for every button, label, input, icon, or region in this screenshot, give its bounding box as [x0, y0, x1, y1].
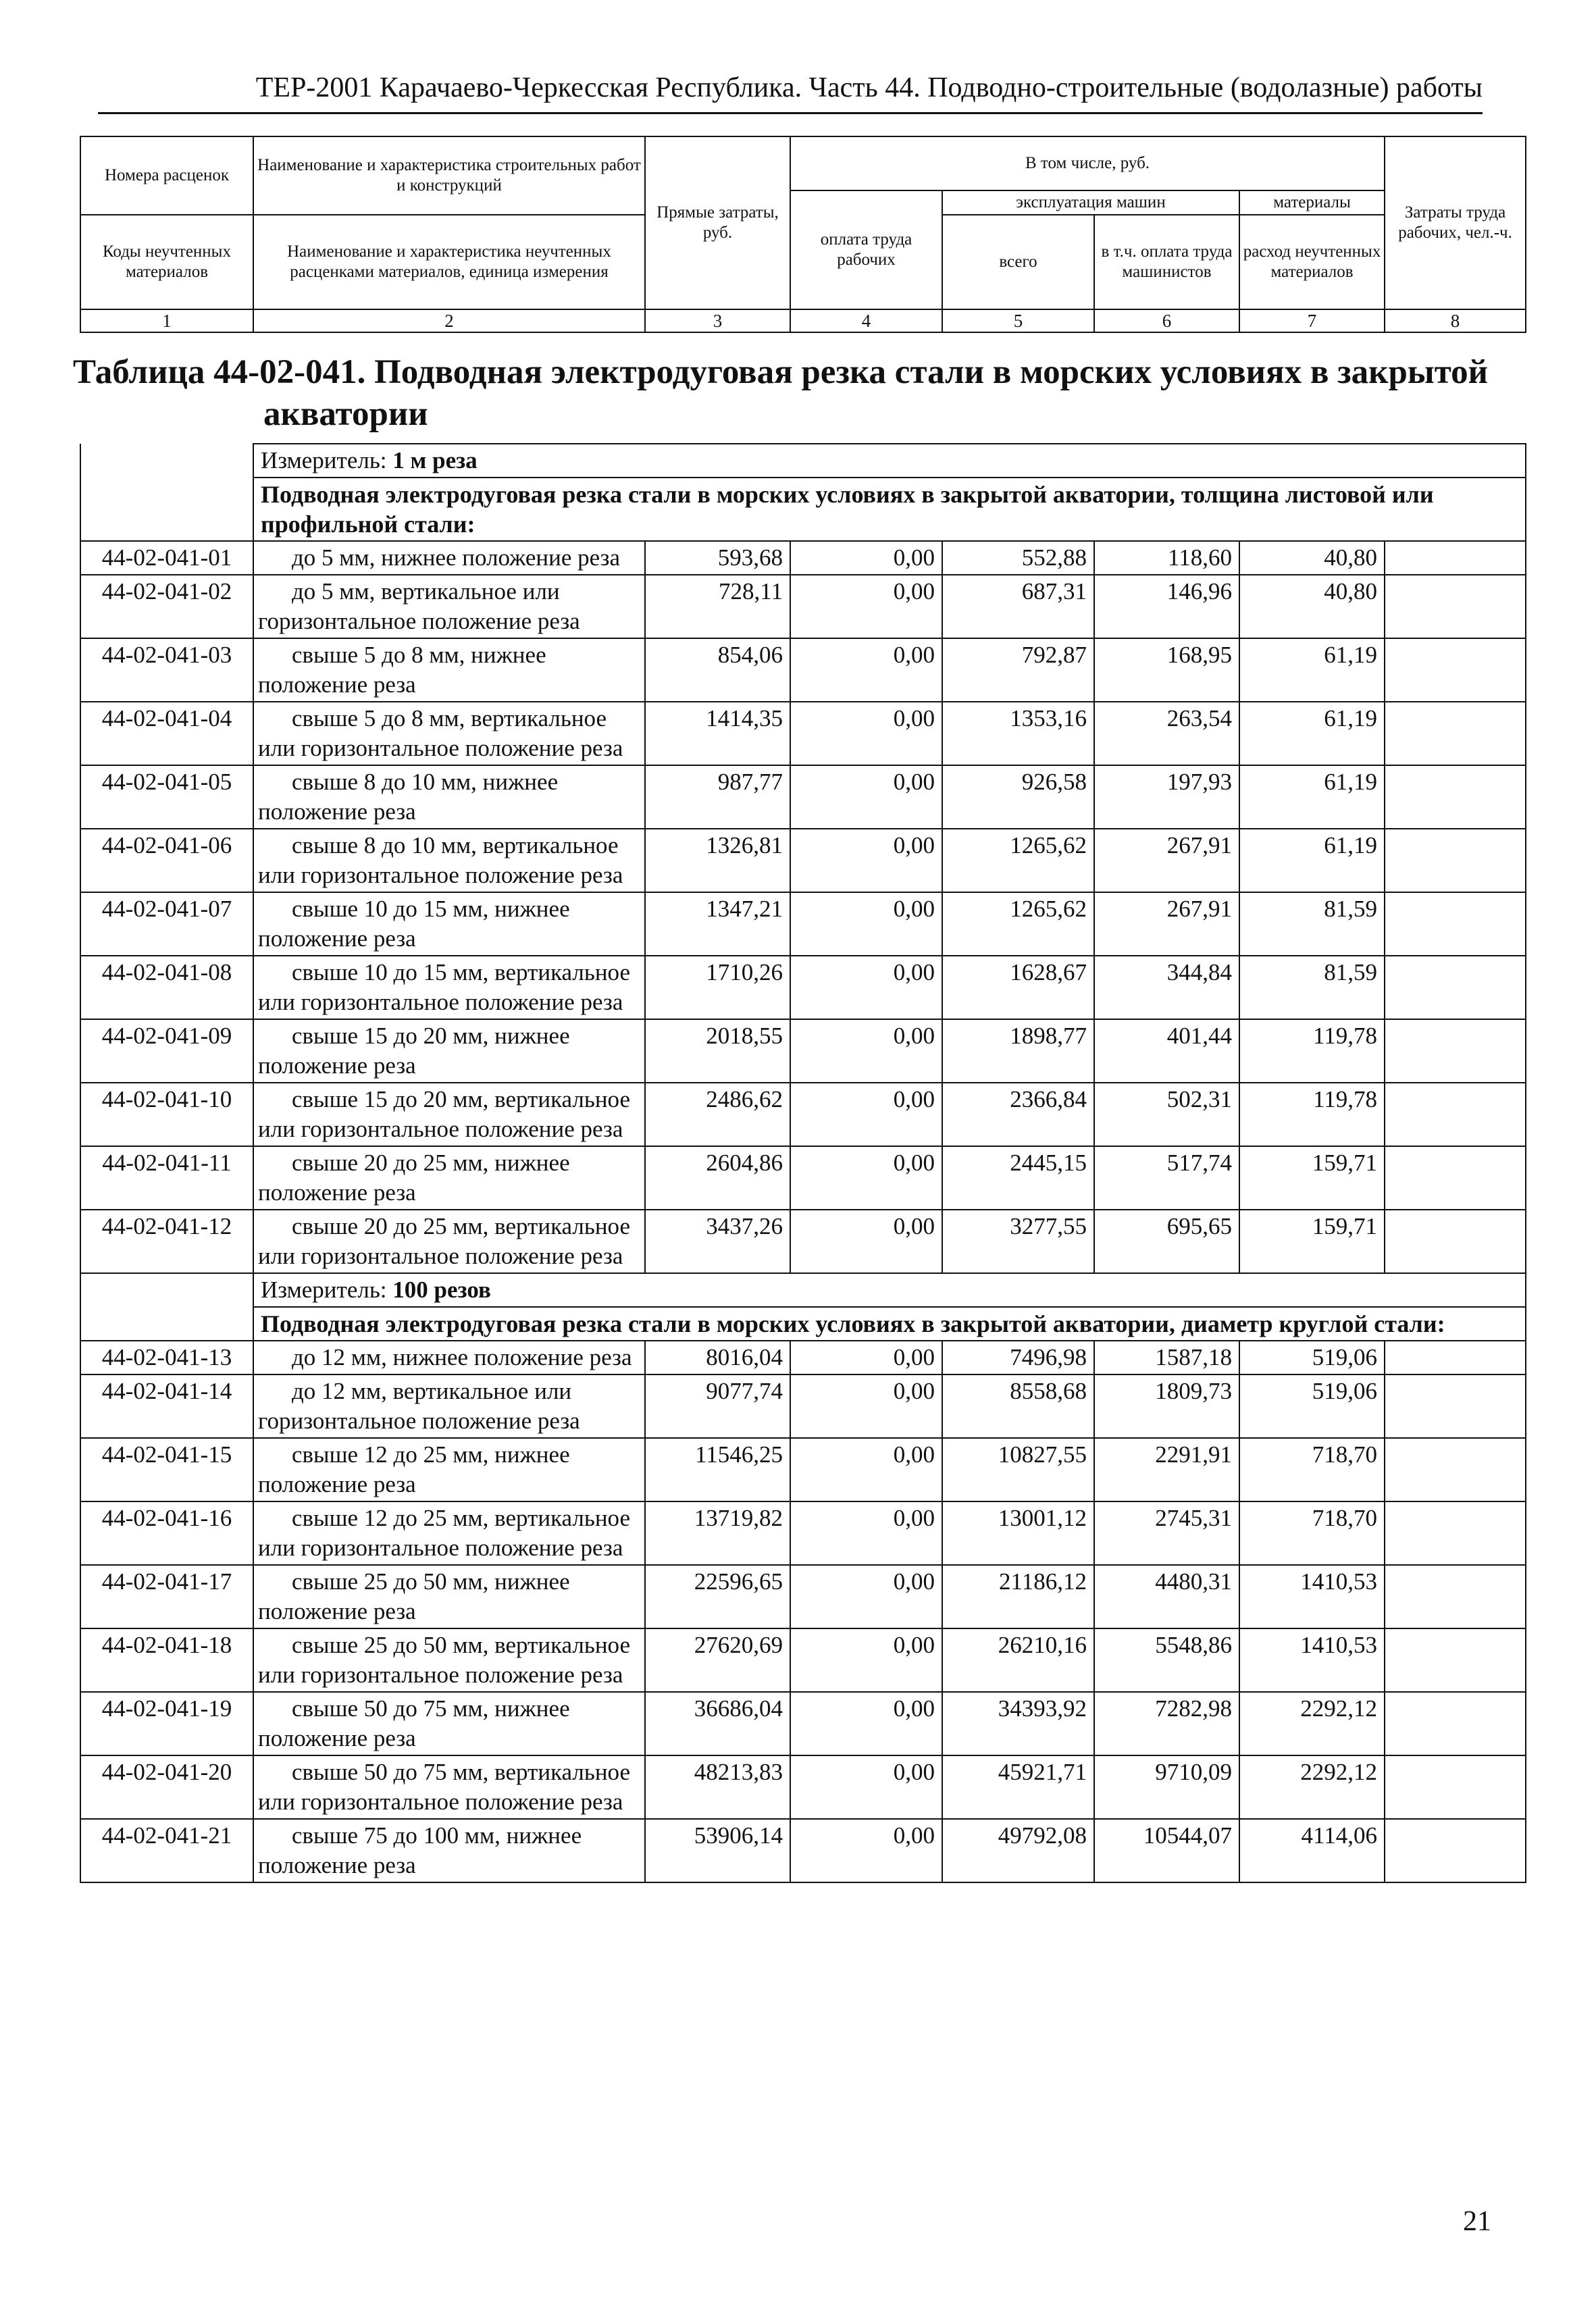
direct-costs-value: 11546,25 [645, 1438, 790, 1501]
machine-operator-pay-value: 263,54 [1094, 702, 1239, 765]
labor-cost-value [1385, 1819, 1526, 1882]
labor-cost-value [1385, 1019, 1526, 1083]
work-description: до 12 мм, нижнее положение реза [253, 1341, 645, 1374]
machine-total-value: 13001,12 [942, 1501, 1094, 1565]
table-row [80, 1019, 1526, 1083]
work-description: свыше 15 до 20 мм, вертикальное или горизонтальное положение реза [253, 1083, 645, 1146]
materials-value: 159,71 [1239, 1210, 1385, 1273]
rate-code: 44-02-041-02 [80, 575, 253, 638]
work-description: до 5 мм, нижнее положение реза [253, 541, 645, 575]
direct-costs-value: 593,68 [645, 541, 790, 575]
table-row [80, 1755, 1526, 1819]
header-codes-bottom: Коды неучтенных материалов [80, 215, 253, 309]
rate-code: 44-02-041-20 [80, 1755, 253, 1819]
table-row [80, 702, 1526, 765]
materials-value: 81,59 [1239, 956, 1385, 1019]
machine-operator-pay-value: 502,31 [1094, 1083, 1239, 1146]
table-row [80, 1819, 1526, 1882]
measure-cell [253, 444, 1526, 478]
table-row [80, 1565, 1526, 1628]
machine-operator-pay-value: 267,91 [1094, 892, 1239, 956]
work-description: свыше 10 до 15 мм, нижнее положение реза [253, 892, 645, 956]
table-row [80, 1083, 1526, 1146]
labor-cost-value [1385, 1692, 1526, 1755]
measure-unit: 1 м реза [392, 447, 478, 473]
labor-pay-value: 0,00 [790, 1019, 942, 1083]
header-machine-operation: эксплуатация машин [942, 190, 1239, 215]
labor-pay-value: 0,00 [790, 1692, 942, 1755]
direct-costs-value: 2018,55 [645, 1019, 790, 1083]
table-row [80, 541, 1526, 575]
materials-value: 519,06 [1239, 1341, 1385, 1374]
table-title-line1: Таблица 44-02-041. Подводная электродуговая резка стали в морских условиях в закрытой [73, 353, 1488, 391]
column-header-table [80, 136, 1526, 333]
machine-total-value: 687,31 [942, 575, 1094, 638]
materials-value: 1410,53 [1239, 1565, 1385, 1628]
blank-cell [80, 478, 253, 541]
table-row [80, 1692, 1526, 1755]
machine-operator-pay-value: 9710,09 [1094, 1755, 1239, 1819]
header-rule [98, 112, 1483, 114]
labor-pay-value: 0,00 [790, 1210, 942, 1273]
machine-total-value: 1265,62 [942, 829, 1094, 892]
work-description: свыше 75 до 100 мм, нижнее положение реза [253, 1819, 645, 1882]
machine-total-value: 49792,08 [942, 1819, 1094, 1882]
rate-code: 44-02-041-04 [80, 702, 253, 765]
direct-costs-value: 854,06 [645, 638, 790, 702]
labor-cost-value [1385, 892, 1526, 956]
rate-code: 44-02-041-10 [80, 1083, 253, 1146]
header-col-number: 2 [253, 309, 645, 332]
header-materials: материалы [1239, 190, 1385, 215]
price-table-body [80, 444, 1526, 1882]
machine-total-value: 1628,67 [942, 956, 1094, 1019]
labor-pay-value: 0,00 [790, 892, 942, 956]
group-title-row [80, 1307, 1526, 1341]
group-title: Подводная электродуговая резка стали в морских условиях в закрытой акватории, диаметр круглой стали: [253, 1307, 1526, 1341]
work-description: свыше 25 до 50 мм, нижнее положение реза [253, 1565, 645, 1628]
rate-code: 44-02-041-21 [80, 1819, 253, 1882]
rate-code: 44-02-041-08 [80, 956, 253, 1019]
machine-total-value: 552,88 [942, 541, 1094, 575]
direct-costs-value: 48213,83 [645, 1755, 790, 1819]
materials-value: 61,19 [1239, 638, 1385, 702]
rate-code: 44-02-041-09 [80, 1019, 253, 1083]
blank-cell [80, 1273, 253, 1307]
direct-costs-value: 1347,21 [645, 892, 790, 956]
machine-operator-pay-value: 10544,07 [1094, 1819, 1239, 1882]
rate-code: 44-02-041-05 [80, 765, 253, 829]
measure-unit: 100 резов [392, 1277, 491, 1303]
machine-operator-pay-value: 1809,73 [1094, 1374, 1239, 1438]
machine-operator-pay-value: 695,65 [1094, 1210, 1239, 1273]
machine-total-value: 1898,77 [942, 1019, 1094, 1083]
machine-total-value: 792,87 [942, 638, 1094, 702]
labor-cost-value [1385, 1565, 1526, 1628]
price-table [80, 443, 1526, 1883]
direct-costs-value: 36686,04 [645, 1692, 790, 1755]
labor-pay-value: 0,00 [790, 575, 942, 638]
labor-cost-value [1385, 765, 1526, 829]
materials-value: 119,78 [1239, 1019, 1385, 1083]
work-description: свыше 12 до 25 мм, нижнее положение реза [253, 1438, 645, 1501]
work-description: свыше 20 до 25 мм, нижнее положение реза [253, 1146, 645, 1210]
materials-value: 61,19 [1239, 765, 1385, 829]
labor-cost-value [1385, 1628, 1526, 1692]
labor-cost-value [1385, 702, 1526, 765]
table-row [80, 956, 1526, 1019]
materials-value: 519,06 [1239, 1374, 1385, 1438]
labor-cost-value [1385, 1083, 1526, 1146]
labor-cost-value [1385, 1501, 1526, 1565]
direct-costs-value: 1326,81 [645, 829, 790, 892]
machine-operator-pay-value: 146,96 [1094, 575, 1239, 638]
table-row [80, 1341, 1526, 1374]
materials-value: 61,19 [1239, 829, 1385, 892]
materials-value: 718,70 [1239, 1438, 1385, 1501]
group-title-row [80, 478, 1526, 541]
header-col-number: 4 [790, 309, 942, 332]
work-description: свыше 10 до 15 мм, вертикальное или горизонтальное положение реза [253, 956, 645, 1019]
direct-costs-value: 728,11 [645, 575, 790, 638]
blank-cell [80, 1307, 253, 1341]
work-description: свыше 8 до 10 мм, вертикальное или горизонтальное положение реза [253, 829, 645, 892]
direct-costs-value: 9077,74 [645, 1374, 790, 1438]
materials-value: 4114,06 [1239, 1819, 1385, 1882]
machine-total-value: 26210,16 [942, 1628, 1094, 1692]
machine-operator-pay-value: 267,91 [1094, 829, 1239, 892]
direct-costs-value: 1710,26 [645, 956, 790, 1019]
work-description: свыше 12 до 25 мм, вертикальное или горизонтальное положение реза [253, 1501, 645, 1565]
direct-costs-value: 27620,69 [645, 1628, 790, 1692]
labor-pay-value: 0,00 [790, 1374, 942, 1438]
measure-label: Измеритель: [261, 1277, 393, 1303]
materials-value: 40,80 [1239, 575, 1385, 638]
table-row [80, 765, 1526, 829]
direct-costs-value: 1414,35 [645, 702, 790, 765]
machine-total-value: 8558,68 [942, 1374, 1094, 1438]
machine-operator-pay-value: 5548,86 [1094, 1628, 1239, 1692]
table-row [80, 1210, 1526, 1273]
work-description: до 12 мм, вертикальное или горизонтальное положение реза [253, 1374, 645, 1438]
rate-code: 44-02-041-03 [80, 638, 253, 702]
labor-cost-value [1385, 1146, 1526, 1210]
labor-pay-value: 0,00 [790, 956, 942, 1019]
rate-code: 44-02-041-15 [80, 1438, 253, 1501]
direct-costs-value: 53906,14 [645, 1819, 790, 1882]
labor-pay-value: 0,00 [790, 1341, 942, 1374]
table-title [73, 351, 1525, 435]
rate-code: 44-02-041-11 [80, 1146, 253, 1210]
measure-row [80, 1273, 1526, 1307]
table-row [80, 1501, 1526, 1565]
table-row [80, 892, 1526, 956]
header-col-number: 6 [1094, 309, 1239, 332]
labor-pay-value: 0,00 [790, 1083, 942, 1146]
work-description: свыше 8 до 10 мм, нижнее положение реза [253, 765, 645, 829]
work-description: свыше 25 до 50 мм, вертикальное или горизонтальное положение реза [253, 1628, 645, 1692]
direct-costs-value: 8016,04 [645, 1341, 790, 1374]
machine-total-value: 21186,12 [942, 1565, 1094, 1628]
running-header: ТЕР-2001 Карачаево-Черкесская Республика. Часть 44. Подводно-строительные (водолазные) работы [255, 72, 1483, 103]
machine-total-value: 10827,55 [942, 1438, 1094, 1501]
labor-pay-value: 0,00 [790, 638, 942, 702]
machine-operator-pay-value: 4480,31 [1094, 1565, 1239, 1628]
machine-operator-pay-value: 2291,91 [1094, 1438, 1239, 1501]
header-col-number: 3 [645, 309, 790, 332]
machine-operator-pay-value: 517,74 [1094, 1146, 1239, 1210]
work-description: свыше 20 до 25 мм, вертикальное или горизонтальное положение реза [253, 1210, 645, 1273]
labor-pay-value: 0,00 [790, 1628, 942, 1692]
materials-value: 61,19 [1239, 702, 1385, 765]
header-labor-pay: оплата труда рабочих [790, 190, 942, 309]
machine-total-value: 2366,84 [942, 1083, 1094, 1146]
header-name-top: Наименование и характеристика строительных работ и конструкций [253, 136, 645, 215]
labor-pay-value: 0,00 [790, 1565, 942, 1628]
table-title-line2: акватории [263, 395, 428, 433]
materials-value: 81,59 [1239, 892, 1385, 956]
direct-costs-value: 2486,62 [645, 1083, 790, 1146]
direct-costs-value: 987,77 [645, 765, 790, 829]
rate-code: 44-02-041-14 [80, 1374, 253, 1438]
labor-pay-value: 0,00 [790, 1755, 942, 1819]
machine-operator-pay-value: 197,93 [1094, 765, 1239, 829]
table-row [80, 1438, 1526, 1501]
rate-code: 44-02-041-17 [80, 1565, 253, 1628]
labor-pay-value: 0,00 [790, 1146, 942, 1210]
labor-pay-value: 0,00 [790, 702, 942, 765]
machine-operator-pay-value: 344,84 [1094, 956, 1239, 1019]
work-description: до 5 мм, вертикальное или горизонтальное положение реза [253, 575, 645, 638]
header-unaccounted-materials: расход неучтенных материалов [1239, 215, 1385, 309]
header-labor-cost: Затраты труда рабочих, чел.-ч. [1385, 136, 1526, 309]
machine-operator-pay-value: 1587,18 [1094, 1341, 1239, 1374]
materials-value: 159,71 [1239, 1146, 1385, 1210]
labor-cost-value [1385, 956, 1526, 1019]
labor-cost-value [1385, 541, 1526, 575]
table-row [80, 1628, 1526, 1692]
measure-label: Измеритель: [261, 447, 393, 473]
header-col-number: 8 [1385, 309, 1526, 332]
labor-pay-value: 0,00 [790, 541, 942, 575]
machine-operator-pay-value: 118,60 [1094, 541, 1239, 575]
labor-pay-value: 0,00 [790, 1501, 942, 1565]
header-name-bottom: Наименование и характеристика неучтенных расценками материалов, единица измерения [253, 215, 645, 309]
machine-total-value: 3277,55 [942, 1210, 1094, 1273]
labor-cost-value [1385, 829, 1526, 892]
group-title: Подводная электродуговая резка стали в морских условиях в закрытой акватории, толщина листовой или профильной стали: [253, 478, 1526, 541]
machine-total-value: 34393,92 [942, 1692, 1094, 1755]
direct-costs-value: 13719,82 [645, 1501, 790, 1565]
labor-cost-value [1385, 1341, 1526, 1374]
table-row [80, 1146, 1526, 1210]
table-row [80, 575, 1526, 638]
table-row [80, 638, 1526, 702]
machine-total-value: 2445,15 [942, 1146, 1094, 1210]
materials-value: 2292,12 [1239, 1692, 1385, 1755]
labor-cost-value [1385, 638, 1526, 702]
direct-costs-value: 22596,65 [645, 1565, 790, 1628]
materials-value: 119,78 [1239, 1083, 1385, 1146]
direct-costs-value: 3437,26 [645, 1210, 790, 1273]
labor-pay-value: 0,00 [790, 1819, 942, 1882]
work-description: свыше 5 до 8 мм, нижнее положение реза [253, 638, 645, 702]
labor-cost-value [1385, 1438, 1526, 1501]
measure-row [80, 444, 1526, 478]
machine-total-value: 926,58 [942, 765, 1094, 829]
header-codes-top: Номера расценок [80, 136, 253, 215]
materials-value: 2292,12 [1239, 1755, 1385, 1819]
machine-total-value: 7496,98 [942, 1341, 1094, 1374]
direct-costs-value: 2604,86 [645, 1146, 790, 1210]
rate-code: 44-02-041-07 [80, 892, 253, 956]
work-description: свыше 15 до 20 мм, нижнее положение реза [253, 1019, 645, 1083]
machine-operator-pay-value: 7282,98 [1094, 1692, 1239, 1755]
materials-value: 1410,53 [1239, 1628, 1385, 1692]
rate-code: 44-02-041-13 [80, 1341, 253, 1374]
header-col-number: 7 [1239, 309, 1385, 332]
rate-code: 44-02-041-19 [80, 1692, 253, 1755]
work-description: свыше 5 до 8 мм, вертикальное или горизонтальное положение реза [253, 702, 645, 765]
header-machine-total: всего [942, 215, 1094, 309]
blank-cell [80, 444, 253, 478]
measure-cell [253, 1273, 1526, 1307]
header-including: В том числе, руб. [790, 136, 1385, 190]
machine-total-value: 1265,62 [942, 892, 1094, 956]
page-number: 21 [1463, 2206, 1491, 2237]
machine-total-value: 45921,71 [942, 1755, 1094, 1819]
labor-cost-value [1385, 1374, 1526, 1438]
work-description: свыше 50 до 75 мм, нижнее положение реза [253, 1692, 645, 1755]
rate-code: 44-02-041-12 [80, 1210, 253, 1273]
table-row [80, 829, 1526, 892]
machine-total-value: 1353,16 [942, 702, 1094, 765]
labor-pay-value: 0,00 [790, 829, 942, 892]
machine-operator-pay-value: 2745,31 [1094, 1501, 1239, 1565]
header-col-number: 5 [942, 309, 1094, 332]
rate-code: 44-02-041-16 [80, 1501, 253, 1565]
machine-operator-pay-value: 401,44 [1094, 1019, 1239, 1083]
labor-pay-value: 0,00 [790, 765, 942, 829]
labor-cost-value [1385, 1755, 1526, 1819]
rate-code: 44-02-041-01 [80, 541, 253, 575]
header-col-number: 1 [80, 309, 253, 332]
work-description: свыше 50 до 75 мм, вертикальное или горизонтальное положение реза [253, 1755, 645, 1819]
machine-operator-pay-value: 168,95 [1094, 638, 1239, 702]
materials-value: 718,70 [1239, 1501, 1385, 1565]
header-direct-costs: Прямые затраты, руб. [645, 136, 790, 309]
labor-cost-value [1385, 1210, 1526, 1273]
labor-cost-value [1385, 575, 1526, 638]
rate-code: 44-02-041-18 [80, 1628, 253, 1692]
materials-value: 40,80 [1239, 541, 1385, 575]
rate-code: 44-02-041-06 [80, 829, 253, 892]
labor-pay-value: 0,00 [790, 1438, 942, 1501]
table-row [80, 1374, 1526, 1438]
header-machine-operator-pay: в т.ч. оплата труда машинистов [1094, 215, 1239, 309]
